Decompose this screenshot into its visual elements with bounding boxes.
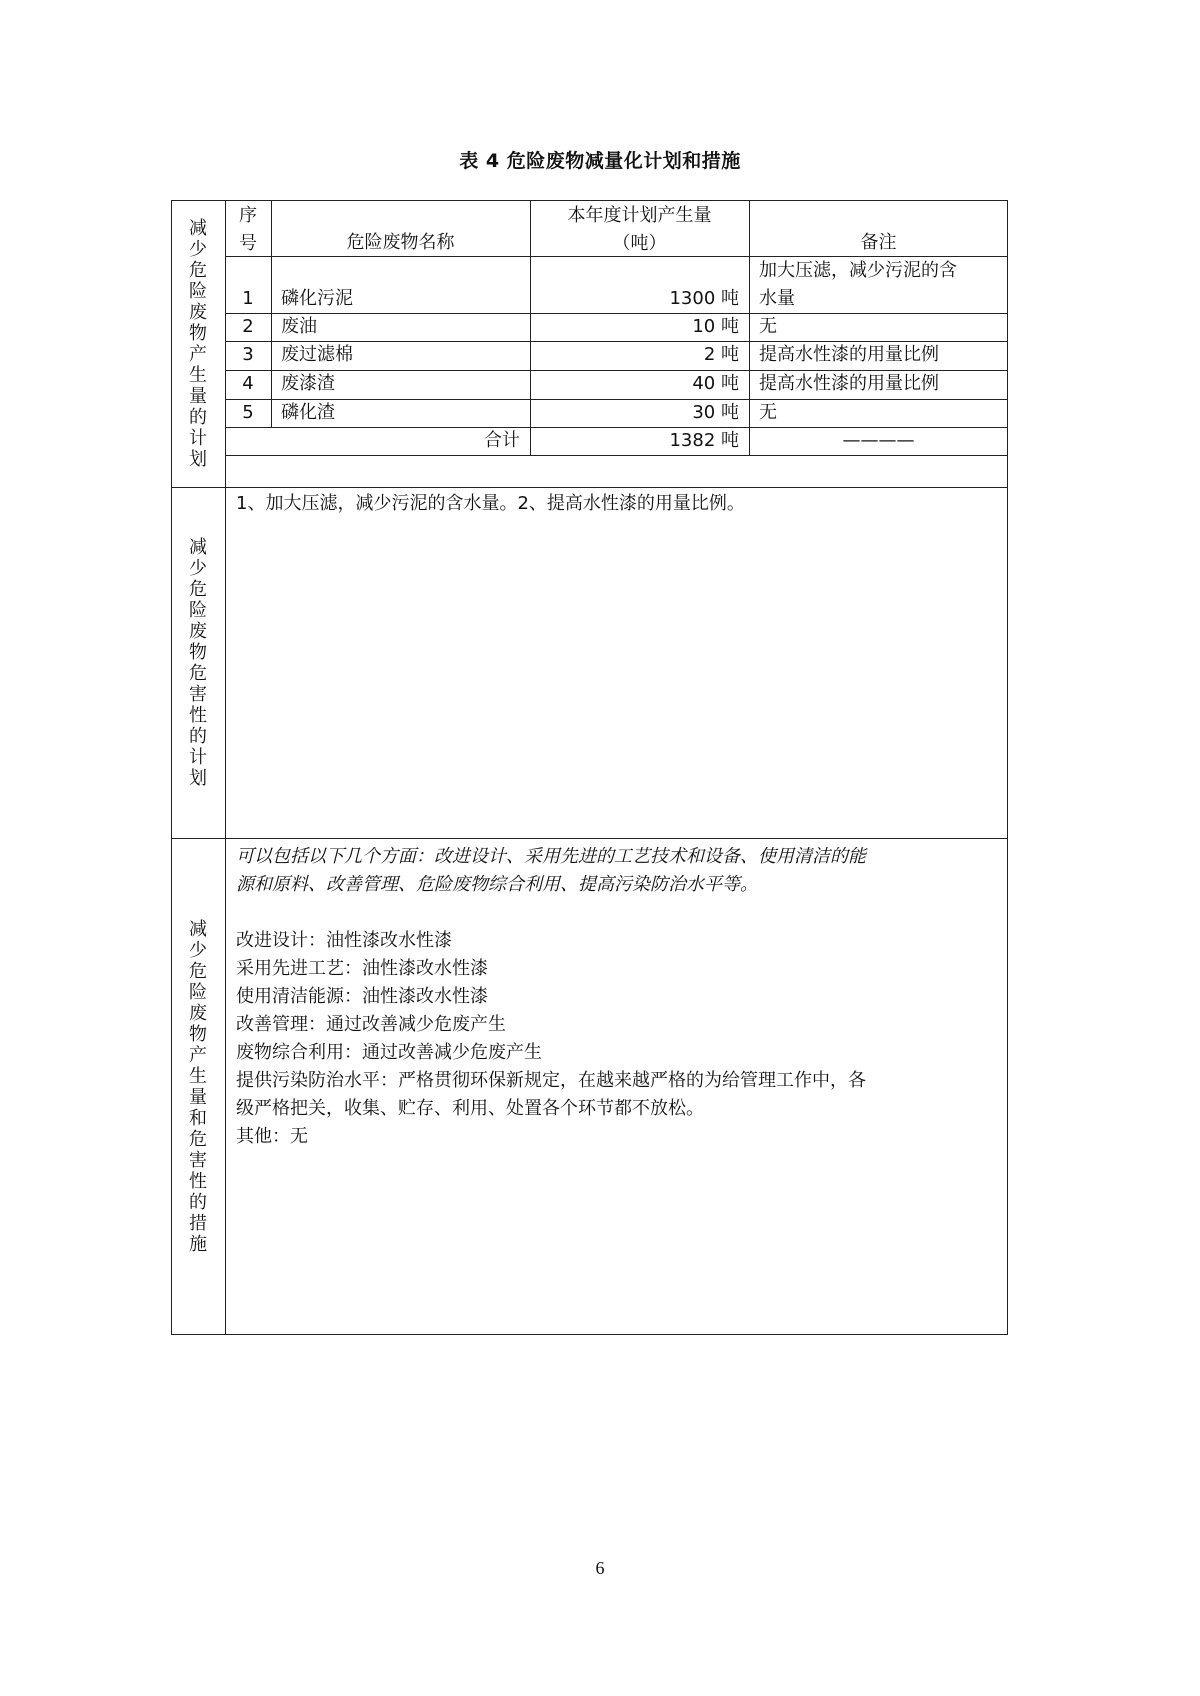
page-number: 6 xyxy=(595,1558,605,1578)
row-3-amount: 2 吨 xyxy=(703,344,739,365)
section-label-char: 物 xyxy=(189,322,207,344)
section-label-char: 危 xyxy=(189,1128,207,1150)
section-label-char: 生 xyxy=(189,1065,207,1087)
measure-item: 改善管理：通过改善减少危废产生 xyxy=(236,1014,506,1035)
measure-item: 使用清洁能源：油性漆改水性漆 xyxy=(236,986,488,1007)
section-label-char: 性 xyxy=(189,1170,207,1192)
section-label-char: 生 xyxy=(189,364,207,386)
section-label-hazard-plan xyxy=(171,487,225,838)
section-label-char: 划 xyxy=(189,448,207,470)
section-label-char: 害 xyxy=(189,1149,207,1171)
total-remark: ———— xyxy=(842,430,915,451)
header-amount-line1: 本年度计划产生量 xyxy=(567,205,712,226)
section-label-char: 计 xyxy=(189,746,207,768)
section-label-char: 计 xyxy=(189,427,207,449)
section-divider xyxy=(171,487,1008,488)
section-label-char: 划 xyxy=(189,767,207,789)
row-3-seq: 3 xyxy=(242,344,254,365)
measure-item: 提供污染防治水平：严格贯彻环保新规定，在越来越严格的为给管理工作中，各 xyxy=(236,1070,866,1091)
header-seq-line1: 序 xyxy=(239,205,257,226)
section-label-char: 危 xyxy=(189,662,207,684)
measures-list xyxy=(236,927,996,1151)
section-label-char: 施 xyxy=(189,1233,207,1255)
section-label-char: 险 xyxy=(189,981,207,1003)
section-label-char: 量 xyxy=(189,385,207,407)
row-2-amount: 10 吨 xyxy=(692,316,739,337)
section-label-char: 和 xyxy=(189,1107,207,1129)
row-1-amount: 1300 吨 xyxy=(669,288,739,309)
measure-item: 其他：无 xyxy=(236,1126,308,1147)
measures-intro xyxy=(236,843,996,899)
row-2-remark: 无 xyxy=(759,316,777,337)
section-label-char: 危 xyxy=(189,960,207,982)
hazard-plan-text: 1、加大压滤，减少污泥的含水量。2、提高水性漆的用量比例。 xyxy=(236,493,745,514)
total-amount: 1382 吨 xyxy=(669,430,739,451)
header-remark: 备注 xyxy=(860,232,897,253)
row-2-seq: 2 xyxy=(242,316,254,337)
section-label-char: 害 xyxy=(189,683,207,705)
row-1-remark-line2: 水量 xyxy=(759,288,795,309)
header-name: 危险废物名称 xyxy=(346,232,455,253)
section-label-char: 废 xyxy=(189,1002,207,1024)
section-label-char: 少 xyxy=(189,238,207,260)
section-label-char: 的 xyxy=(189,725,207,747)
header-amount xyxy=(530,202,749,258)
row-1-seq: 1 xyxy=(242,288,254,309)
row-5-name: 磷化渣 xyxy=(281,402,335,423)
measure-item: 改进设计：油性漆改水性漆 xyxy=(236,930,452,951)
row-5-remark: 无 xyxy=(759,402,777,423)
section-label-char: 减 xyxy=(189,217,207,239)
section-label-char: 险 xyxy=(189,599,207,621)
section-label-char: 物 xyxy=(189,641,207,663)
measures-intro-line1: 可以包括以下几个方面：改进设计、采用先进的工艺技术和设备、使用清洁的能 xyxy=(236,846,866,867)
table-title: 表 4 危险废物减量化计划和措施 xyxy=(459,150,741,172)
section-label-char: 措 xyxy=(189,1212,207,1234)
measure-item: 级严格把关，收集、贮存、利用、处置各个环节都不放松。 xyxy=(236,1098,704,1119)
section-label-char: 的 xyxy=(189,406,207,428)
section-label-measures xyxy=(171,838,225,1335)
section-label-quantity-plan xyxy=(171,200,225,487)
row-4-amount: 40 吨 xyxy=(692,373,739,394)
row-1-name: 磷化污泥 xyxy=(281,288,353,309)
section-label-char: 废 xyxy=(189,301,207,323)
section-label-char: 减 xyxy=(189,918,207,940)
measure-item: 采用先进工艺：油性漆改水性漆 xyxy=(236,958,488,979)
section-label-char: 物 xyxy=(189,1023,207,1045)
row-1-remark xyxy=(749,257,1008,313)
row-4-name: 废漆渣 xyxy=(281,373,335,394)
section-label-char: 险 xyxy=(189,280,207,302)
total-label: 合计 xyxy=(484,430,520,451)
header-seq xyxy=(225,202,271,258)
row-4-remark: 提高水性漆的用量比例 xyxy=(759,373,939,394)
section-label-char: 量 xyxy=(189,1086,207,1108)
section-label-char: 性 xyxy=(189,704,207,726)
measures-intro-line2: 源和原料、改善管理、危险废物综合利用、提高污染防治水平等。 xyxy=(236,874,758,895)
row-2-name: 废油 xyxy=(281,316,317,337)
row-1-remark-line1: 加大压滤，减少污泥的含 xyxy=(759,260,957,281)
measure-item: 废物综合利用：通过改善减少危废产生 xyxy=(236,1042,542,1063)
section-label-char: 危 xyxy=(189,578,207,600)
row-divider xyxy=(225,455,1008,456)
section-label-char: 废 xyxy=(189,620,207,642)
section-label-char: 的 xyxy=(189,1191,207,1213)
section-label-char: 少 xyxy=(189,557,207,579)
row-5-amount: 30 吨 xyxy=(692,402,739,423)
section-label-char: 少 xyxy=(189,939,207,961)
row-3-remark: 提高水性漆的用量比例 xyxy=(759,344,939,365)
section-label-char: 减 xyxy=(189,536,207,558)
header-amount-line2: （吨） xyxy=(612,233,667,254)
section-label-char: 危 xyxy=(189,259,207,281)
section-label-char: 产 xyxy=(189,343,207,365)
header-seq-line2: 号 xyxy=(239,233,257,254)
section-divider xyxy=(171,838,1008,839)
section-label-char: 产 xyxy=(189,1044,207,1066)
row-5-seq: 5 xyxy=(242,402,254,423)
row-3-name: 废过滤棉 xyxy=(281,344,353,365)
row-4-seq: 4 xyxy=(242,373,254,394)
